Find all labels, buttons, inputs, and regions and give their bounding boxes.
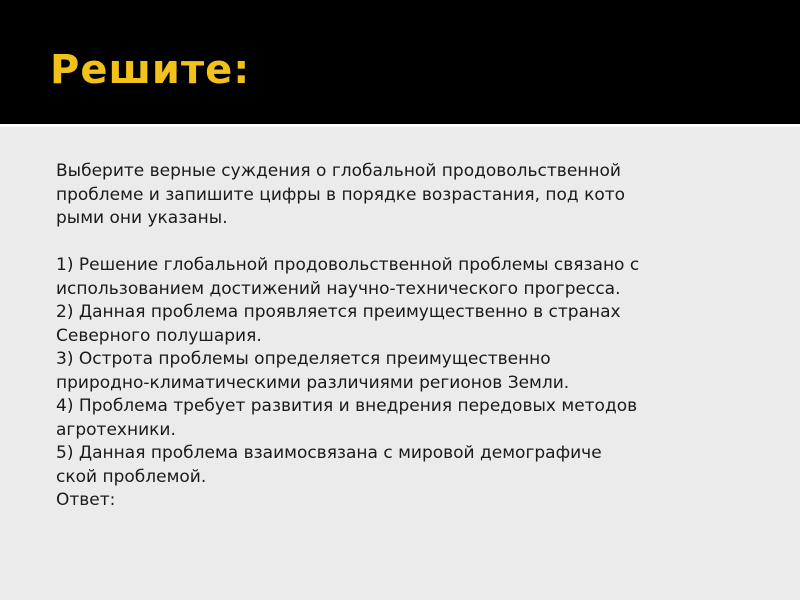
- intro-line: рыми они указаны.: [56, 208, 228, 228]
- title-divider: [0, 124, 800, 127]
- statement-line: ской проблемой.: [56, 466, 207, 487]
- title-bar: [0, 0, 800, 124]
- intro-line: проблеме и запишите цифры в порядке возрастания, под кото: [56, 184, 626, 205]
- slide-body: [56, 160, 771, 513]
- statement-line: Северного полушария.: [56, 325, 262, 346]
- statement-line: 1) Решение глобальной продовольственной проблемы связано с: [56, 255, 640, 275]
- slide-title: Решите:: [50, 47, 251, 93]
- statement-line: природно-климатическими различиями регионов Земли.: [56, 372, 570, 393]
- statement-line: использованием достижений научно-технического прогресса.: [56, 278, 621, 299]
- intro-line: Выберите верные суждения о глобальной продовольственной: [56, 161, 621, 181]
- statement-line: агротехники.: [56, 419, 176, 440]
- statement-line: 4) Проблема требует развития и внедрения передовых методов: [56, 396, 638, 416]
- paragraph-gap: [56, 231, 771, 255]
- statement-line: 2) Данная проблема проявляется преимущественно в странах: [56, 302, 621, 322]
- statement-line: 5) Данная проблема взаимосвязана с мировой демографиче: [56, 443, 602, 463]
- answer-label: Ответ:: [56, 490, 116, 510]
- statement-line: 3) Острота проблемы определяется преимущественно: [56, 349, 551, 369]
